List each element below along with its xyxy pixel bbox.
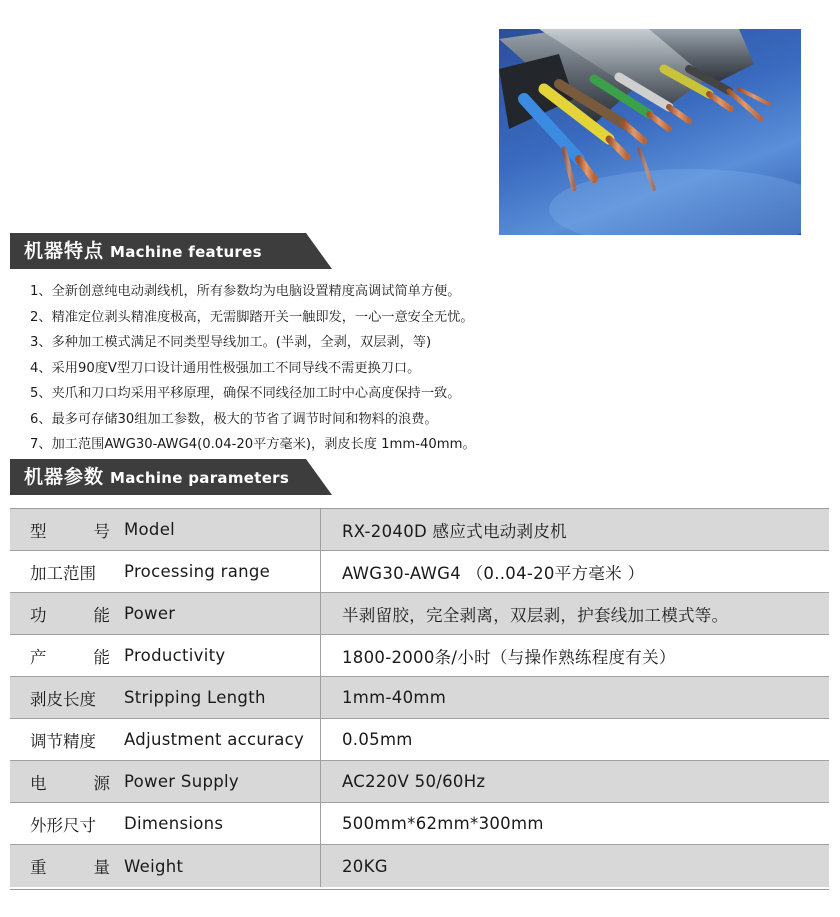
table-row bbox=[10, 509, 829, 551]
param-label-cn: 外形尺寸 bbox=[30, 815, 96, 835]
feature-item: 5、夹爪和刀口均采用平移原理，确保不同线径加工时中心高度保持一致。 bbox=[30, 386, 461, 401]
feature-item: 6、最多可存储30组加工参数，极大的节省了调节时间和物料的浪费。 bbox=[30, 411, 438, 427]
param-label-en: Productivity bbox=[124, 646, 226, 665]
features-title bbox=[24, 233, 262, 270]
param-value: 1800-2000条/小时（与操作熟练程度有关） bbox=[342, 647, 676, 667]
param-label bbox=[10, 593, 321, 634]
features-title-cn: 机器特点 bbox=[24, 240, 105, 262]
feature-item: 7、加工范围AWG30-AWG4(0.04-20平方毫米)，剥皮长度 1mm-40mm。 bbox=[30, 437, 476, 452]
param-label-en: Stripping Length bbox=[124, 688, 266, 707]
feature-item: 4、采用90度V型刀口设计通用性极强加工不同导线不需更换刀口。 bbox=[30, 360, 421, 376]
param-label bbox=[10, 845, 321, 887]
param-label-cn: 号 bbox=[93, 521, 110, 541]
param-label bbox=[10, 635, 321, 676]
param-label bbox=[10, 761, 321, 802]
table-row bbox=[10, 845, 829, 887]
params-title-cn: 机器参数 bbox=[24, 466, 105, 488]
feature-item: 3、多种加工模式满足不同类型导线加工。(半剥，全剥，双层剥，等) bbox=[30, 335, 432, 350]
params-title bbox=[24, 459, 289, 496]
table-row bbox=[10, 593, 829, 635]
param-label bbox=[10, 509, 321, 550]
table-row bbox=[10, 551, 829, 593]
features-header bbox=[10, 233, 332, 269]
param-value: AC220V 50/60Hz bbox=[342, 772, 486, 791]
param-label-en: Processing range bbox=[124, 562, 271, 581]
param-label-cn: 调节精度 bbox=[30, 731, 96, 751]
table-row bbox=[10, 719, 829, 761]
param-label bbox=[10, 719, 321, 760]
param-label-cn: 电 bbox=[30, 773, 47, 793]
param-value: 0.05mm bbox=[342, 730, 413, 749]
table-row bbox=[10, 635, 829, 677]
cable-photo bbox=[499, 29, 801, 235]
features-title-en: Machine features bbox=[110, 243, 262, 261]
product-photo bbox=[499, 29, 801, 235]
param-label bbox=[10, 803, 321, 844]
feature-item: 1、全新创意纯电动剥线机，所有参数均为电脑设置精度高调试简单方便。 bbox=[30, 284, 461, 299]
param-label-en: Power Supply bbox=[124, 772, 239, 791]
param-label-cn: 加工范围 bbox=[30, 563, 96, 583]
param-label-en: Weight bbox=[124, 856, 184, 876]
param-value: 20KG bbox=[342, 856, 388, 876]
param-label-cn: 重 bbox=[30, 858, 47, 877]
param-value: AWG30-AWG4 （0..04-20平方毫米 ） bbox=[342, 563, 645, 583]
param-label-cn: 源 bbox=[93, 773, 110, 793]
table-row bbox=[10, 803, 829, 845]
table-row bbox=[10, 761, 829, 803]
param-value: 半剥留胶，完全剥离，双层剥，护套线加工模式等。 bbox=[342, 605, 729, 625]
table-row bbox=[10, 677, 829, 719]
features-list bbox=[30, 279, 476, 458]
params-header bbox=[10, 459, 332, 495]
param-label-en: Model bbox=[124, 520, 176, 539]
params-title-en: Machine parameters bbox=[110, 469, 290, 487]
param-label-cn: 能 bbox=[93, 647, 110, 667]
param-label-en: Dimensions bbox=[124, 814, 224, 833]
param-label bbox=[10, 551, 321, 592]
feature-item: 2、精准定位剥头精准度极高，无需脚踏开关一触即发，一心一意安全无忧。 bbox=[30, 309, 474, 325]
param-label-cn: 功 bbox=[30, 605, 47, 625]
params-table bbox=[10, 508, 829, 890]
param-value: 1mm-40mm bbox=[342, 688, 447, 707]
param-value: 500mm*62mm*300mm bbox=[342, 814, 544, 833]
param-label-cn: 能 bbox=[93, 605, 110, 625]
param-label bbox=[10, 677, 321, 718]
param-label-cn: 剥皮长度 bbox=[30, 689, 96, 709]
param-label-cn: 型 bbox=[30, 521, 47, 541]
param-value: RX-2040D 感应式电动剥皮机 bbox=[342, 521, 567, 541]
param-label-cn: 量 bbox=[93, 858, 110, 877]
param-label-en: Power bbox=[124, 604, 176, 623]
param-label-cn: 产 bbox=[30, 647, 47, 667]
param-label-en: Adjustment accuracy bbox=[124, 730, 305, 749]
